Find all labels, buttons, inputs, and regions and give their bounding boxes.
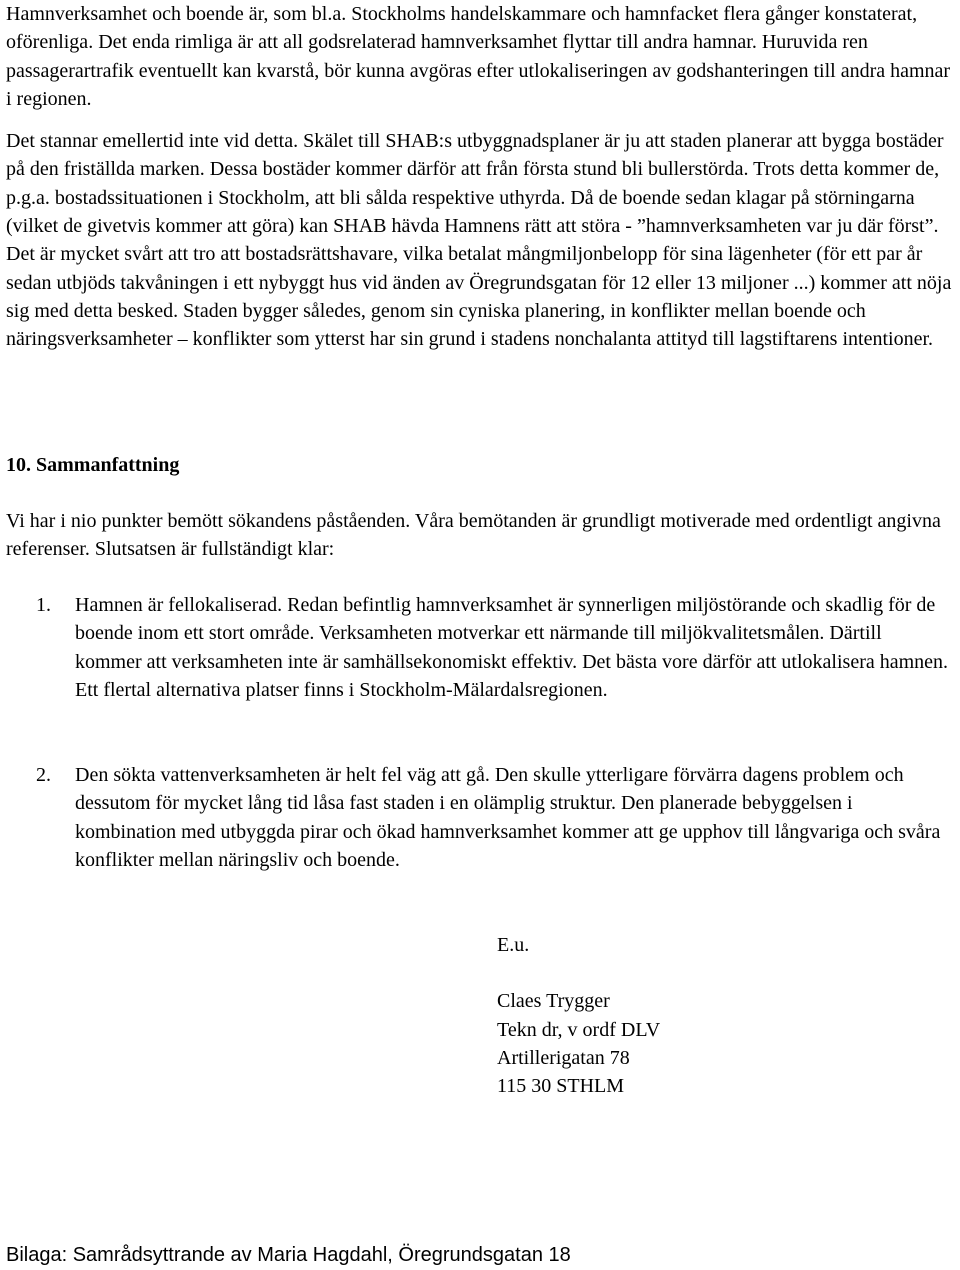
signer-title: Tekn dr, v ordf DLV xyxy=(497,1018,661,1041)
attachment-note: Bilaga: Samrådsyttrande av Maria Hagdahl, Öregrundsgatan 18 xyxy=(6,1244,571,1266)
list-item xyxy=(6,761,952,874)
paragraph: Det stannar emellertid inte vid detta. Skälet till SHAB:s utbyggnadsplaner är ju att staden planerar att bygga bostäder på den friställda marken. Dessa bostäder kommer därför att från första stund bli bullerstörda. Trots detta kommer de, p.g.a. bostadssituationen i Stockholm, att bli sålda respektive uthyrda. Då de boende sedan klagar på störningarna (vilket de givetvis kommer att göra) kan SHAB hävda Hamnens rätt att störa - ”hamnverksamheten var ju där först”. Det är mycket svårt att tro att bostadsrättshavare, vilka betalat mångmiljonbelopp för sina lägenheter (för ett par år sedan utbjöds takvåningen i ett nybyggt hus vid änden av Öregrundsgatan för 12 eller 13 miljoner ...) kommer att nöja sig med detta besked. Staden bygger således, genom sin cyniska planering, in konflikter mellan boende och näringsverksamheter – konflikter som ytterst har sin grund i stadens nonchalanta attityd till lagstiftarens intentioner. xyxy=(6,130,952,351)
signer-name: Claes Trygger xyxy=(497,990,610,1013)
body-text xyxy=(6,0,952,354)
list-item-number: 2. xyxy=(36,764,51,786)
paragraph: Hamnverksamhet och boende är, som bl.a. Stockholms handelskammare och hamnfacket flera gånger konstaterat, oförenliga. Det enda rimliga är att all godsrelaterad hamnverksamhet flyttar till andra hamnar. Huruvida ren passagerartrafik eventuellt kan kvarstå, bör kunna avgöras efter utlokaliseringen av godshanteringen till andra hamnar i regionen. xyxy=(6,3,951,110)
summary-paragraph: Vi har i nio punkter bemött sökandens påståenden. Våra bemötanden är grundligt motiverade med ordentligt angivna referenser. Slutsatsen är fullständigt klar: xyxy=(6,510,941,561)
signature-block xyxy=(497,931,660,1100)
list-item-number: 1. xyxy=(36,594,51,616)
signer-postal: 115 30 STHLM xyxy=(497,1075,625,1098)
list-item xyxy=(6,591,952,704)
list-item-text: Hamnen är fellokaliserad. Redan befintlig hamnverksamhet är synnerligen miljöstörande och skadlig för de boende inom ett stort område. Verksamheten motverkar ett närmande till miljökvalitetsmålen. Därtill kommer att verksamheten inte är samhällsekonomiskt effektiv. Det bästa vore därför att utlokalisera hamnen. Ett flertal alternativa platser finns i Stockholm-Mälardalsregionen. xyxy=(75,594,949,701)
list-item-text: Den sökta vattenverksamheten är helt fel väg att gå. Den skulle ytterligare förvärra dagens problem och dessutom för mycket lång tid låsa fast staden i en olämplig struktur. Den planerade bebyggelsen i kombination med utbyggda pirar och ökad hamnverksamhet kommer att ge upphov till långvariga och svåra konflikter mellan näringsliv och boende. xyxy=(75,764,941,871)
signer-street: Artillerigatan 78 xyxy=(497,1046,630,1069)
section-heading: 10. Sammanfattning xyxy=(6,454,180,476)
closing: E.u. xyxy=(497,934,530,956)
